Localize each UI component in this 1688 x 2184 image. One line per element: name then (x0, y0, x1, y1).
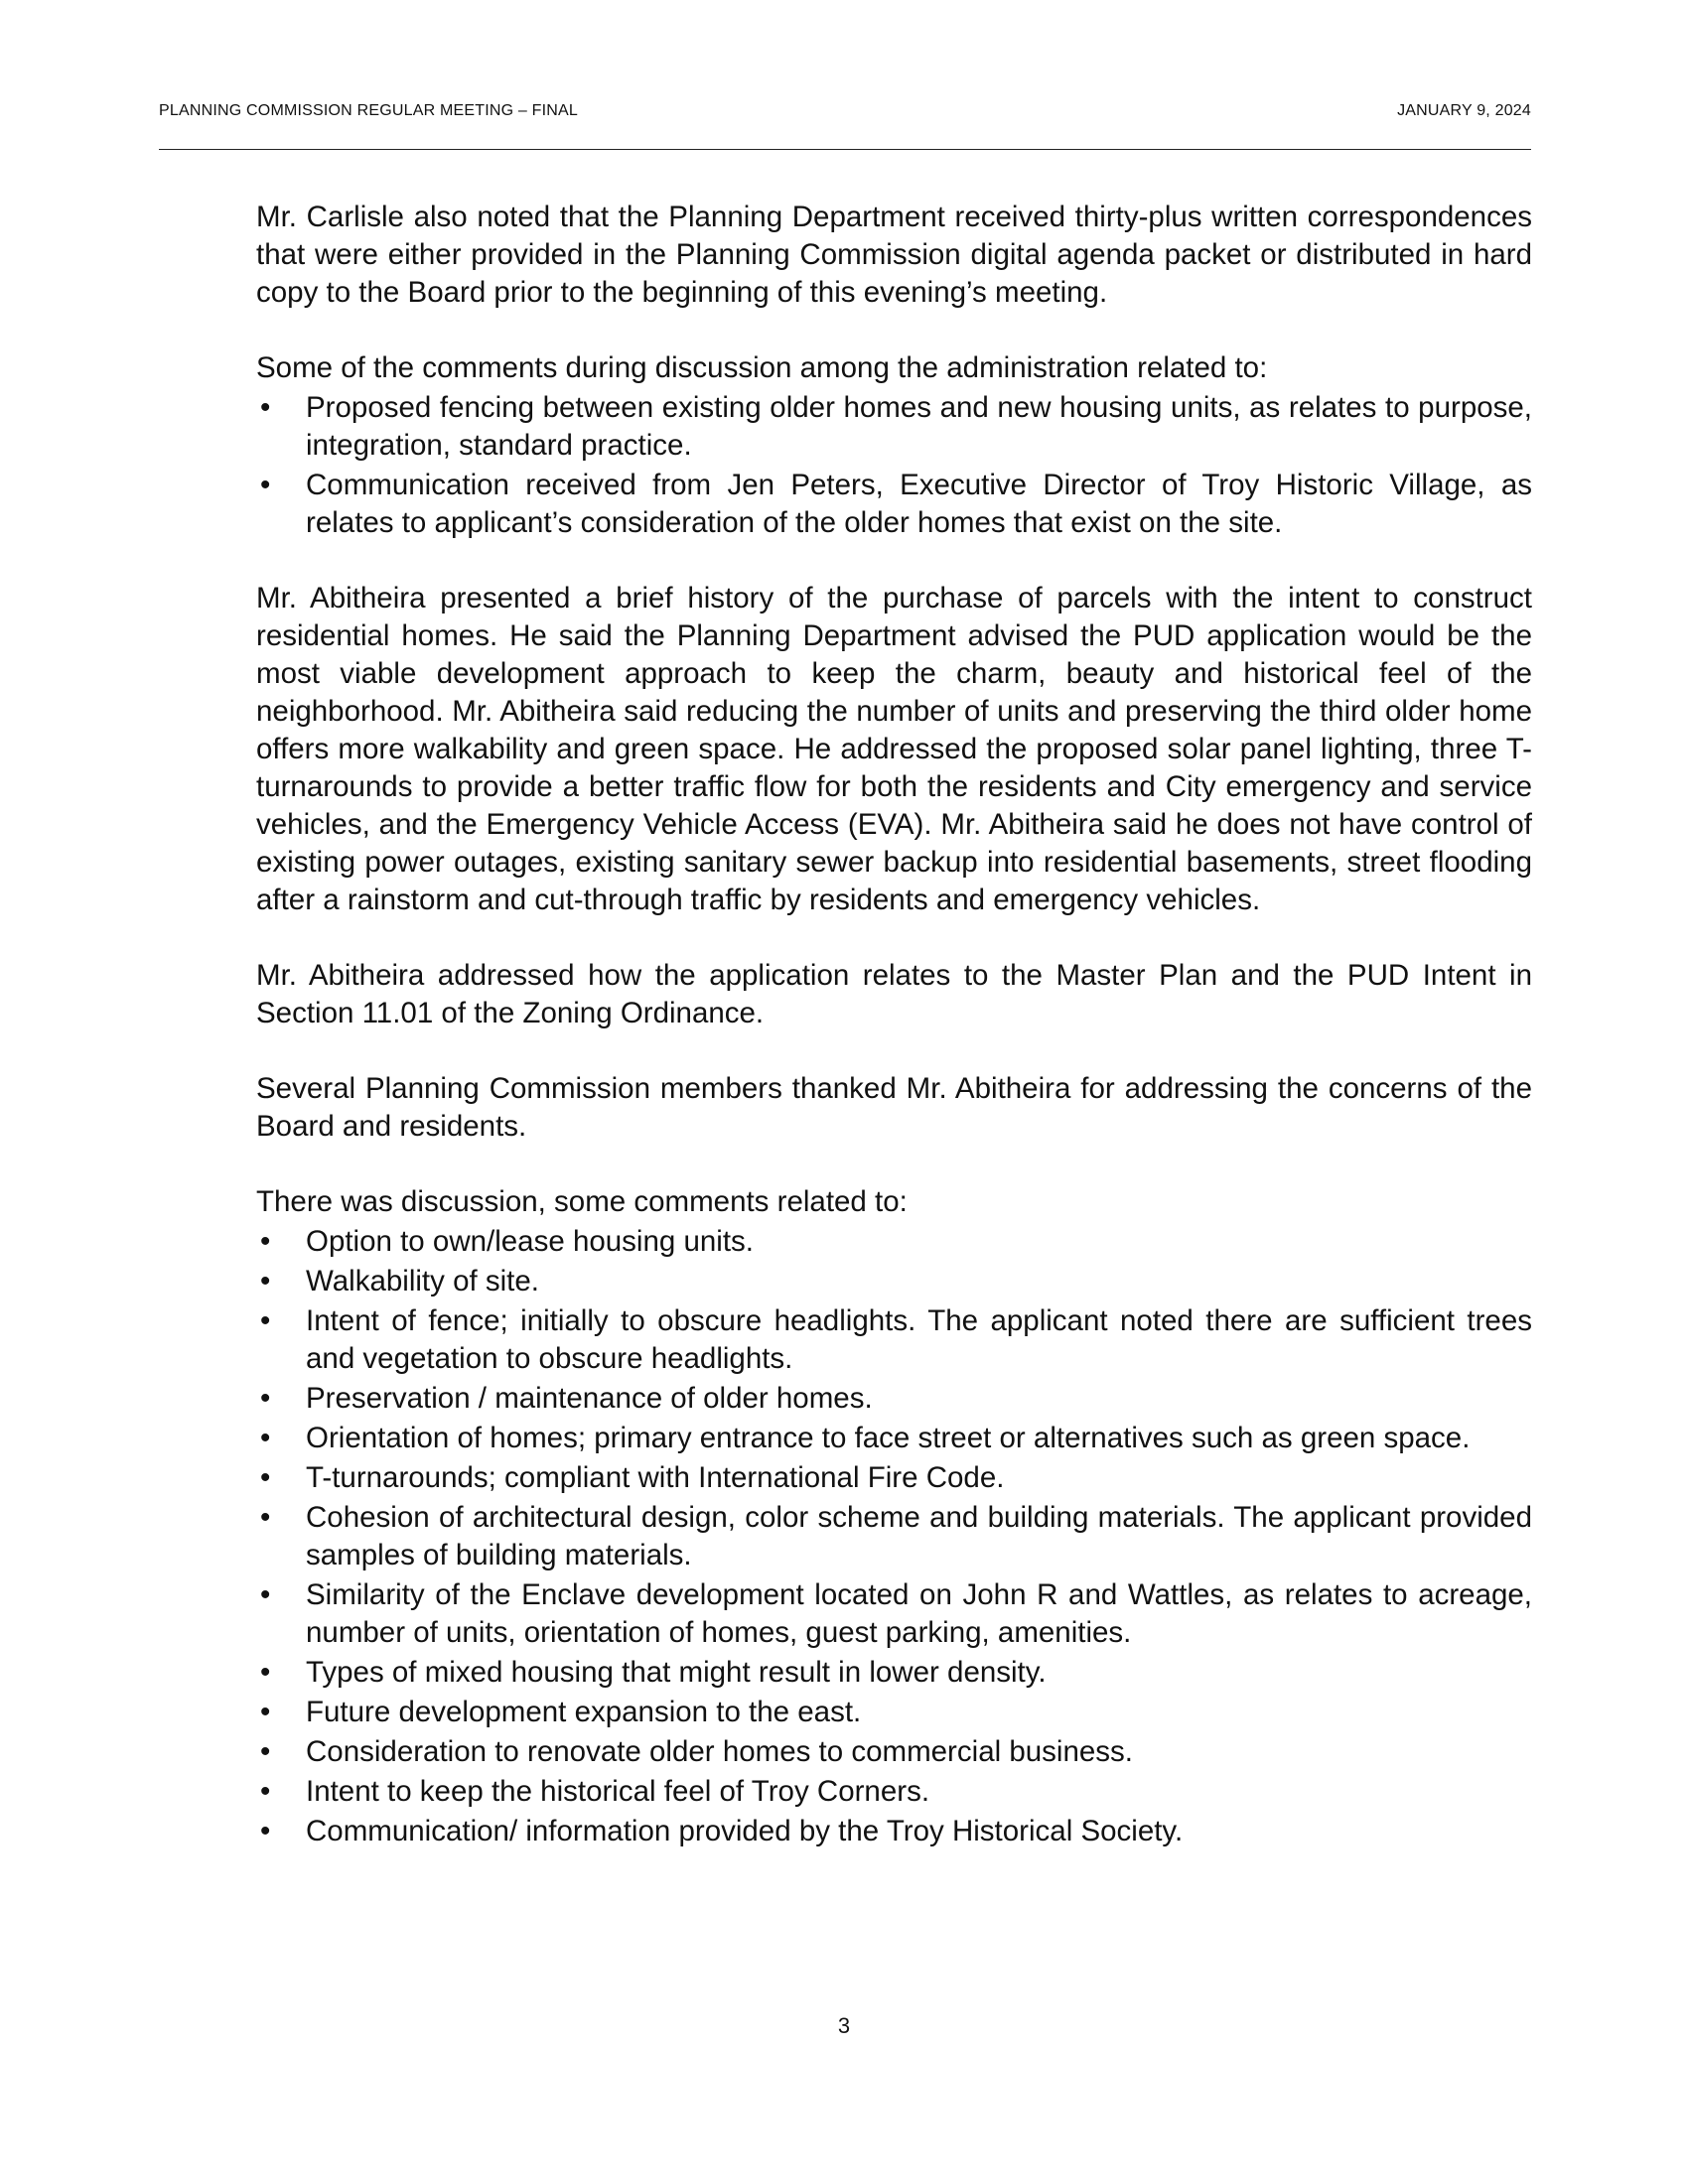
paragraph-carlisle-correspondence: Mr. Carlisle also noted that the Planning Department received thirty-plus written correspondences that were either provided in the Planning Commission digital agenda packet or distributed in hard copy to the Board prior to the beginning of this evening’s meeting. (256, 201, 1532, 309)
administration-comments-list (256, 389, 1532, 542)
list-item-text: Intent to keep the historical feel of Troy Corners. (306, 1775, 930, 1808)
list-item (256, 1380, 1532, 1418)
paragraph-abitheira-history: Mr. Abitheira presented a brief history of the purchase of parcels with the intent to construct residential homes. He said the Planning Department advised the PUD application would be the most viable development approach to keep the charm, beauty and historical feel of the neighborhood. Mr. Abitheira said reducing the number of units and preserving the third older home offers more walkability and green space. He addressed the proposed solar panel lighting, three T-turnarounds to provide a better traffic flow for both the residents and City emergency and service vehicles, and the Emergency Vehicle Access (EVA). Mr. Abitheira said he does not have control of existing power outages, existing sanitary sewer backup into residential basements, street flooding after a rainstorm and cut-through traffic by residents and emergency vehicles. (256, 582, 1532, 916)
bullet-icon: • (260, 1578, 271, 1611)
list-item-text: Types of mixed housing that might result in lower density. (306, 1656, 1047, 1689)
list-item-text: Cohesion of architectural design, color scheme and building materials. The applicant provided samples of building materials. (306, 1501, 1532, 1571)
bullet-icon: • (260, 1735, 271, 1768)
list-item (256, 1420, 1532, 1457)
discussion-comments-lead: There was discussion, some comments related to: (256, 1185, 908, 1218)
bullet-icon: • (260, 1422, 271, 1454)
list-item-text: Future development expansion to the east. (306, 1696, 862, 1728)
bullet-icon: • (260, 1265, 271, 1297)
list-item (256, 1654, 1532, 1692)
list-item (256, 1813, 1532, 1850)
list-item (256, 1223, 1532, 1261)
list-item-text: Preservation / maintenance of older homes. (306, 1382, 873, 1415)
bullet-icon: • (260, 1501, 271, 1534)
list-item-text: Intent of fence; initially to obscure headlights. The applicant noted there are sufficient trees and vegetation to obscure headlights. (306, 1304, 1532, 1375)
page-header (159, 102, 1531, 120)
list-item-text: Communication/ information provided by the Troy Historical Society. (306, 1815, 1184, 1847)
list-item-text: Walkability of site. (306, 1265, 539, 1297)
header-divider (159, 149, 1531, 150)
list-item (256, 1302, 1532, 1378)
list-item (256, 467, 1532, 542)
bullet-icon: • (260, 1225, 271, 1258)
list-item (256, 1499, 1532, 1574)
list-item-text: Option to own/lease housing units. (306, 1225, 754, 1258)
list-item-text: T-turnarounds; compliant with International Fire Code. (306, 1461, 1005, 1494)
list-item-text: Orientation of homes; primary entrance to face street or alternatives such as green space. (306, 1422, 1471, 1454)
document-body (256, 199, 1532, 1888)
discussion-comments-list (256, 1223, 1532, 1850)
list-item (256, 1459, 1532, 1497)
administration-comments-lead: Some of the comments during discussion among the administration related to: (256, 351, 1268, 384)
list-item (256, 1576, 1532, 1652)
list-item-text: Consideration to renovate older homes to commercial business. (306, 1735, 1133, 1768)
list-item (256, 1263, 1532, 1300)
bullet-icon: • (260, 1775, 271, 1808)
list-item (256, 389, 1532, 465)
bullet-icon: • (260, 1656, 271, 1689)
bullet-icon: • (260, 469, 271, 501)
header-title: PLANNING COMMISSION REGULAR MEETING – FINAL (159, 102, 578, 119)
header-date: JANUARY 9, 2024 (1397, 102, 1531, 119)
page-number: 3 (837, 2013, 851, 2038)
bullet-icon: • (260, 1382, 271, 1415)
list-item-text: Proposed fencing between existing older homes and new housing units, as relates to purpose, integration, standard practice. (306, 391, 1532, 462)
list-item (256, 1694, 1532, 1731)
bullet-icon: • (260, 1304, 271, 1337)
list-item (256, 1733, 1532, 1771)
paragraph-master-plan: Mr. Abitheira addressed how the application relates to the Master Plan and the PUD Intent in Section 11.01 of the Zoning Ordinance. (256, 959, 1532, 1029)
bullet-icon: • (260, 1696, 271, 1728)
bullet-icon: • (260, 1815, 271, 1847)
bullet-icon: • (260, 391, 271, 424)
bullet-icon: • (260, 1461, 271, 1494)
list-item-text: Communication received from Jen Peters, Executive Director of Troy Historic Village, as relates to applicant’s consideration of the older homes that exist on the site. (306, 469, 1532, 539)
list-item (256, 1773, 1532, 1811)
paragraph-thanks: Several Planning Commission members thanked Mr. Abitheira for addressing the concerns of the Board and residents. (256, 1072, 1532, 1143)
list-item-text: Similarity of the Enclave development located on John R and Wattles, as relates to acreage, number of units, orientation of homes, guest parking, amenities. (306, 1578, 1532, 1649)
